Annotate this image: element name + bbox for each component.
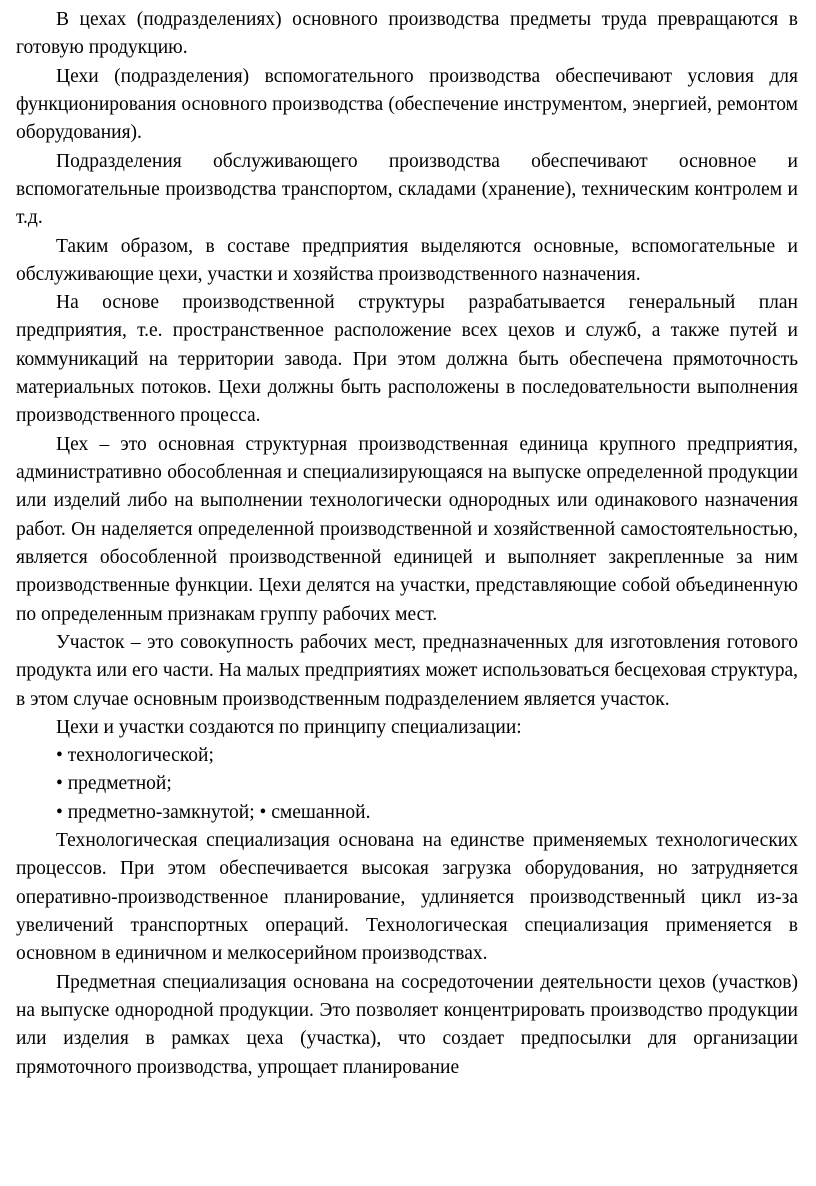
paragraph-2: Цехи (подразделения) вспомогательного производства обеспечивают условия для функционирования основного производства (обеспечение инструментом, энергией, ремонтом оборудования). — [16, 65, 798, 144]
document-body — [16, 6, 798, 1082]
paragraph-5: На основе производственной структуры разрабатывается генеральный план предприятия, т.е. пространственное расположение всех цехов и служб, а также путей и коммуникаций на территории завода. При этом должна быть обеспечена прямоточность материальных потоков. Цехи должны быть расположены в последовательности выполнения производственного процесса. — [16, 292, 798, 427]
bullet-item-3: • предметно-замкнутой; • смешанной. — [56, 801, 371, 823]
paragraph-10: Предметная специализация основана на сосредоточении деятельности цехов (участков) на выпуске однородной продукции. Это позволяет концентрировать производство продукции или изделия в рамках цеха (участка), что создает предпосылки для организации прямоточного производства, упрощает планирование — [16, 971, 798, 1078]
paragraph-3: Подразделения обслуживающего производства обеспечивают основное и вспомогательные производства транспортом, складами (хранение), техническим контролем и т.д. — [16, 150, 798, 229]
paragraph-9: Технологическая специализация основана на единстве применяемых технологических процессов. При этом обеспечивается высокая загрузка оборудования, но затрудняется оперативно-производственное планирование, удлиняется производственный цикл из-за увеличений транспортных операций. Технологическая специализация применяется в основном в единичном и мелкосерийном производствах. — [16, 830, 798, 965]
paragraph-8: Цехи и участки создаются по принципу специализации: — [56, 716, 522, 738]
paragraph-6: Цех – это основная структурная производственная единица крупного предприятия, административно обособленная и специализирующаяся на выпуске определенной продукции или изделий либо на выполнении технологически однородных или одинакового назначения работ. Он наделяется определенной производственной и хозяйственной самостоятельностью, является обособленной производственной единицей и выполняет закрепленные за ним производственные функции. Цехи делятся на участки, представляющие собой объединенную по определенным признакам группу рабочих мест. — [16, 433, 798, 625]
bullet-item-2: • предметной; — [56, 773, 172, 795]
paragraph-4: Таким образом, в составе предприятия выделяются основные, вспомогательные и обслуживающие цехи, участки и хозяйства производственного назначения. — [16, 235, 798, 285]
paragraph-1: В цехах (подразделениях) основного производства предметы труда превращаются в готовую продукцию. — [16, 9, 798, 59]
bullet-item-1: • технологической; — [56, 745, 214, 767]
paragraph-7: Участок – это совокупность рабочих мест, предназначенных для изготовления готового продукта или его части. На малых предприятиях может использоваться бесцеховая структура, в этом случае основным производственным подразделением является участок. — [16, 631, 798, 710]
